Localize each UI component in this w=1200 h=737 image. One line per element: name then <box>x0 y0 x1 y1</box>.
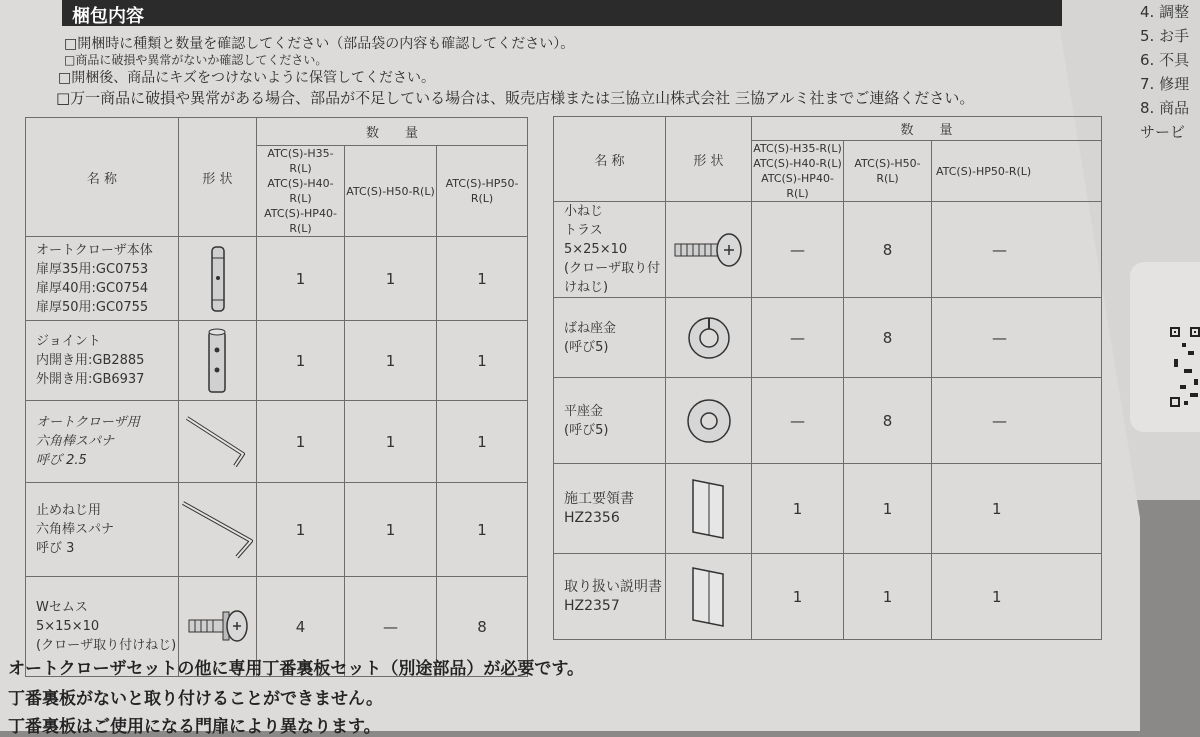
qty-col1: 1 <box>257 321 345 401</box>
parts-table-right <box>553 116 1102 640</box>
qty-col1: 4 <box>257 577 345 677</box>
qty-col3: 1 <box>932 554 1102 640</box>
qty-col2: 1 <box>844 464 932 554</box>
table-row <box>26 321 528 401</box>
part-name: 施工要領書 HZ2356 <box>554 464 666 554</box>
table-row <box>554 378 1102 464</box>
note-line: □万一商品に破損や異常がある場合、部品が不足している場合は、販売店様または三協立山株式会社 三協アルミ社までご連絡ください。 <box>56 89 975 107</box>
header-model-col2: ATC(S)-H50-R(L) <box>345 146 437 237</box>
table-row <box>554 202 1102 298</box>
part-shape <box>666 202 752 298</box>
header-shape: 形 状 <box>666 117 752 202</box>
part-name: オートクローザ用 六角棒スパナ 呼び 2.5 <box>26 401 179 483</box>
section-title: 梱包内容 <box>72 6 144 27</box>
qty-col1: 1 <box>257 237 345 321</box>
sems-screw-icon <box>183 602 253 652</box>
part-shape <box>666 298 752 378</box>
header-model-col1: ATC(S)-H35-R(L) ATC(S)-H40-R(L) ATC(S)-HP40-R(L) <box>753 142 842 200</box>
qty-col3: — <box>932 298 1102 378</box>
qty-col3: 1 <box>437 483 528 577</box>
header-model-col3: ATC(S)-HP50-R(L) <box>437 146 528 237</box>
header-quantity: 数 量 <box>752 117 1102 141</box>
table-row <box>554 554 1102 640</box>
note-line: □開梱後、商品にキズをつけないように保管してください。 <box>58 70 435 86</box>
truss-screw-icon <box>671 225 747 275</box>
qty-col3: 1 <box>437 321 528 401</box>
manual-icon <box>687 476 731 542</box>
part-name: ばね座金 (呼び5) <box>554 298 666 378</box>
side-note: 4. 調整 <box>1140 3 1190 21</box>
table-row <box>26 237 528 321</box>
closer-body-icon <box>203 244 233 314</box>
qty-col1: 1 <box>752 554 844 640</box>
side-note: 5. お手 <box>1140 27 1190 45</box>
manual-icon <box>687 564 731 630</box>
qty-col3: — <box>932 202 1102 298</box>
part-name: ジョイント 内開き用:GB2885 外開き用:GB6937 <box>26 321 179 401</box>
qty-col2: 8 <box>844 298 932 378</box>
qty-col3: — <box>932 378 1102 464</box>
part-name: 取り扱い説明書 HZ2357 <box>554 554 666 640</box>
qty-col2: 1 <box>345 401 437 483</box>
qty-col2: 1 <box>345 237 437 321</box>
part-shape <box>179 401 257 483</box>
header-quantity: 数 量 <box>257 118 528 146</box>
part-name: Wセムス 5×15×10 (クローザ取り付けねじ) <box>26 577 179 677</box>
qty-col2: 8 <box>844 378 932 464</box>
spring-washer-icon <box>684 313 734 363</box>
qty-col1: 1 <box>257 401 345 483</box>
qty-col1: — <box>752 378 844 464</box>
side-notes <box>1140 0 1189 144</box>
header-model-col1: ATC(S)-H35-R(L) ATC(S)-H40-R(L) ATC(S)-HP40-R(L) <box>257 146 345 237</box>
qty-col2: — <box>345 577 437 677</box>
qty-col2: 8 <box>844 202 932 298</box>
qty-col1: 1 <box>752 464 844 554</box>
part-name: 小ねじ トラス5×25×10 (クローザ取り付けねじ) <box>554 202 666 298</box>
note-line: □開梱時に種類と数量を確認してください（部品袋の内容も確認してください）。 <box>64 36 575 52</box>
qty-col3: 8 <box>437 577 528 677</box>
footer-note: 丁番裏板がないと取り付けることができません。 <box>8 689 384 709</box>
part-name: オートクローザ本体 扉厚35用:GC0753 扉厚40用:GC0754 扉厚50用:GC0755 <box>26 237 179 321</box>
side-note: 6. 不具 <box>1140 51 1190 69</box>
hex-key-icon <box>179 495 259 565</box>
table-row <box>26 401 528 483</box>
side-note: 8. 商品 <box>1140 99 1190 117</box>
joint-icon <box>203 326 233 396</box>
part-shape <box>179 237 257 321</box>
part-shape <box>179 321 257 401</box>
part-shape <box>666 378 752 464</box>
qty-col3: 1 <box>437 237 528 321</box>
qty-col2: 1 <box>844 554 932 640</box>
footer-note: 丁番裏板はご使用になる門扉により異なります。 <box>8 717 381 737</box>
qty-col3: 1 <box>437 401 528 483</box>
hex-key-icon <box>183 412 253 472</box>
header-shape: 形 状 <box>179 118 257 237</box>
part-shape <box>666 554 752 640</box>
header-name: 名 称 <box>554 117 666 202</box>
table-row <box>554 464 1102 554</box>
qty-col2: 1 <box>345 321 437 401</box>
side-note: サービ <box>1140 123 1186 141</box>
qty-col3: 1 <box>932 464 1102 554</box>
qr-code-icon <box>1168 323 1200 409</box>
header-model-col2: ATC(S)-H50-R(L) <box>844 141 932 202</box>
section-header-bar <box>62 0 1062 26</box>
table-row <box>26 483 528 577</box>
flat-washer-icon <box>684 396 734 446</box>
side-note: 7. 修理 <box>1140 75 1190 93</box>
header-model-col3: ATC(S)-HP50-R(L) <box>932 141 1102 202</box>
qty-col1: — <box>752 202 844 298</box>
qty-col1: 1 <box>257 483 345 577</box>
part-name: 平座金 (呼び5) <box>554 378 666 464</box>
table-row <box>554 298 1102 378</box>
part-shape <box>179 483 257 577</box>
footer-note: オートクローザセットの他に専用丁番裏板セット（別途部品）が必要です。 <box>8 659 584 679</box>
qty-col1: — <box>752 298 844 378</box>
note-line: □商品に破損や異常がないか確認してください。 <box>64 53 328 67</box>
header-name: 名 称 <box>26 118 179 237</box>
qty-col2: 1 <box>345 483 437 577</box>
part-shape <box>666 464 752 554</box>
parts-table-left <box>25 117 528 677</box>
part-name: 止めねじ用 六角棒スパナ 呼び 3 <box>26 483 179 577</box>
